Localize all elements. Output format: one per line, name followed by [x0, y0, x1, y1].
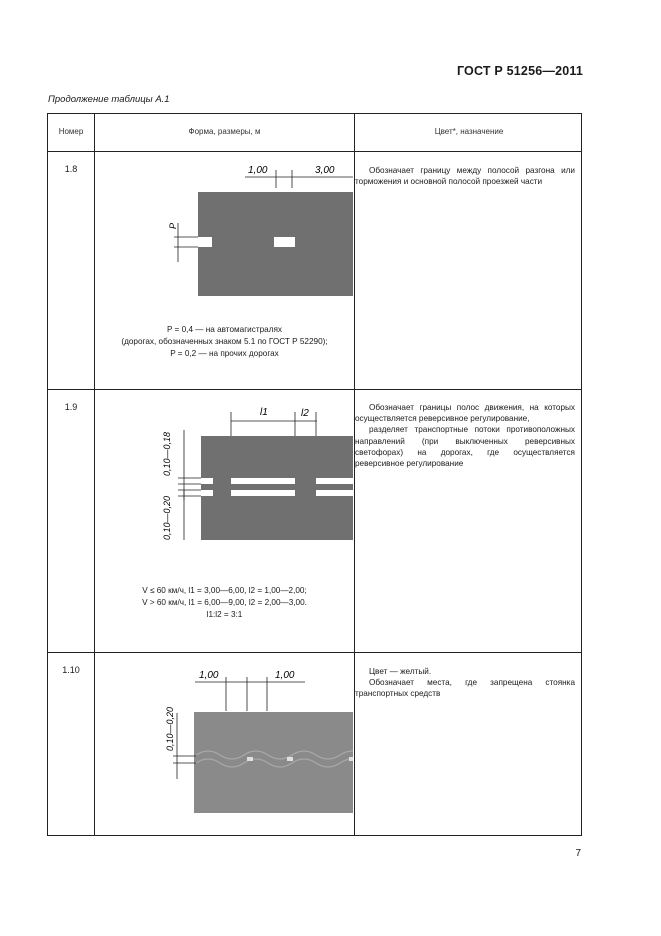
column-header-shape: Форма, размеры, м	[188, 127, 261, 136]
dimension-label: 1,00	[248, 165, 268, 176]
row-number: 1.8	[64, 164, 78, 174]
markings-table	[47, 113, 582, 836]
column-divider	[354, 114, 355, 835]
page-number: 7	[575, 848, 581, 859]
row-note: V ≤ 60 км/ч, l1 = 3,00—6,00, l2 = 1,00—2,00; V > 60 км/ч, l1 = 6,00—9,00, l2 = 2,00—3,00. l1:l2 = 3:1	[142, 586, 307, 619]
dimension-label: 1,00	[199, 670, 219, 681]
row-description: Обозначает границу между полосой разгона или торможения и основной полосой проезжей части	[355, 166, 575, 187]
dimension-label: 0,10—0,20	[162, 495, 172, 540]
road-surface	[201, 436, 353, 540]
dimension-label: 0,10—0,18	[162, 431, 172, 476]
dimension-label: l2	[301, 408, 309, 419]
marking-1-9-diagram	[95, 390, 353, 570]
dimension-label: P	[168, 222, 178, 229]
row-description: Цвет — желтый. Обозначает места, где запрещена стоянка транспортных средств	[355, 667, 575, 699]
dimension-line	[173, 713, 196, 779]
column-header-color: Цвет*, назначение	[434, 127, 504, 136]
table-caption: Продолжение таблицы А.1	[48, 94, 170, 105]
dimension-line	[178, 430, 201, 540]
dimension-label: 3,00	[315, 165, 335, 176]
row-number: 1.9	[64, 402, 78, 412]
row-description: Обозначает границы полос движения, на которых осуществляется реверсивное регулирование, разделяет транспортные потоки противоположных направлений (при выключенных реверсивных светофорах) на дорогах, где осуществляется реверсивное регулирование	[355, 403, 575, 469]
row-note: P = 0,4 — на автомагистралях (дорогах, обозначенных знаком 5.1 по ГОСТ Р 52290); P = 0,2 — на прочих дорогах	[121, 325, 328, 358]
marking-1-10-diagram	[95, 653, 353, 813]
standard-header: ГОСТ Р 51256—2011	[456, 64, 583, 78]
dimension-line	[195, 677, 305, 711]
dimension-label: 0,10—0,20	[165, 706, 175, 751]
dimension-label: l1	[260, 407, 268, 418]
dimension-label: 1,00	[275, 670, 295, 681]
row-number: 1.10	[62, 665, 80, 675]
column-header-number: Номер	[58, 127, 84, 136]
road-surface	[194, 712, 353, 813]
marking-1-8-diagram	[95, 152, 353, 352]
